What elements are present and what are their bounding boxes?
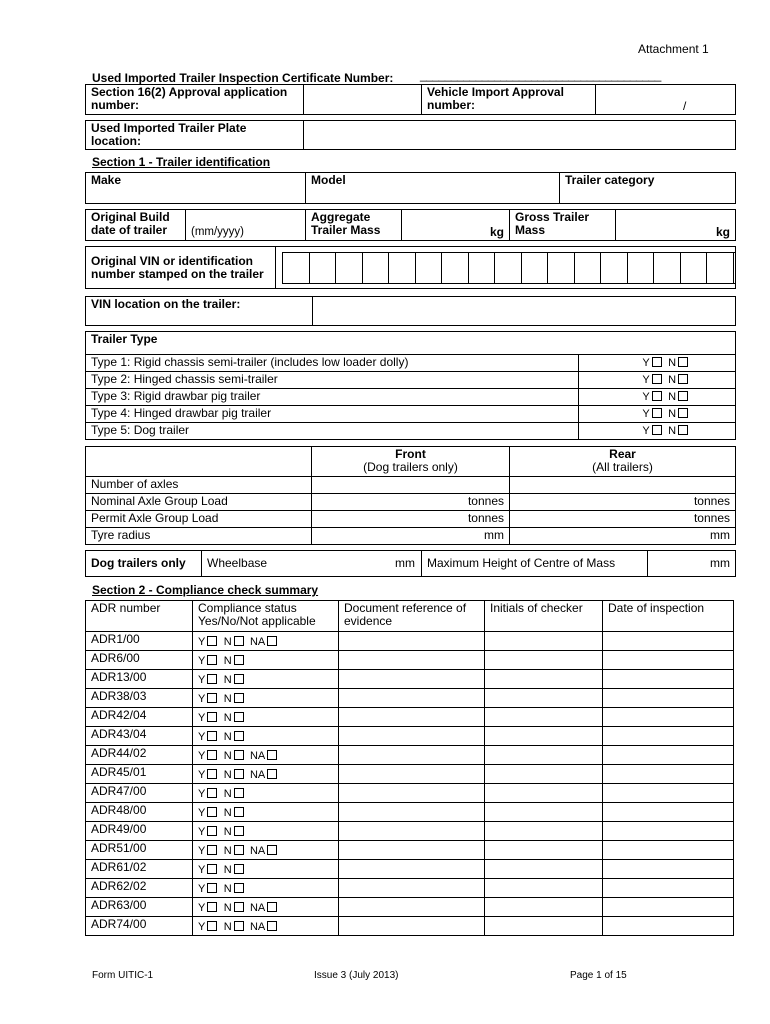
n-label: N xyxy=(223,902,232,914)
trailer-type-4: Type 4: Hinged drawbar pig trailer xyxy=(86,406,579,423)
axle-front-field[interactable]: tonnes xyxy=(312,494,510,511)
no-checkbox[interactable] xyxy=(234,769,244,779)
doc-ref-field[interactable] xyxy=(339,727,485,746)
adr-header: ADR number xyxy=(86,601,193,632)
n-label: N xyxy=(223,750,232,762)
yes-checkbox[interactable] xyxy=(207,655,217,665)
attachment-label: Attachment 1 xyxy=(638,42,709,56)
initials-field[interactable] xyxy=(485,822,603,841)
trailer-type-table xyxy=(85,331,736,440)
status-cell xyxy=(193,879,339,898)
y-label: Y xyxy=(198,674,206,686)
axle-front-field[interactable]: mm xyxy=(312,528,510,545)
y-label: Y xyxy=(642,408,650,420)
compliance-row xyxy=(86,670,734,689)
agg-mass-unit: kg xyxy=(489,225,504,239)
vin-label: Original VIN or identification number stamped on the trailer xyxy=(86,247,276,289)
adr-number: ADR45/01 xyxy=(86,765,193,784)
y-label: Y xyxy=(198,769,206,781)
initials-field[interactable] xyxy=(485,689,603,708)
status-header: Compliance status Yes/No/Not applicable xyxy=(193,601,339,632)
dog-only-label: Dog trailers only xyxy=(86,551,202,577)
no-checkbox[interactable] xyxy=(234,807,244,817)
build-date-field[interactable] xyxy=(186,210,306,241)
rear-subtitle: (All trailers) xyxy=(592,460,653,474)
date-field[interactable] xyxy=(603,765,734,784)
vin-table xyxy=(85,246,736,289)
plate-label: Used Imported Trailer Plate location: xyxy=(86,121,304,150)
doc-ref-field[interactable] xyxy=(339,651,485,670)
n-label: N xyxy=(223,674,232,686)
initials-field[interactable] xyxy=(485,860,603,879)
compliance-row xyxy=(86,898,734,917)
y-label: Y xyxy=(198,921,206,933)
status-cell xyxy=(193,784,339,803)
status-cell xyxy=(193,917,339,936)
trailer-type-5-choice[interactable] xyxy=(579,423,736,440)
yes-checkbox[interactable] xyxy=(207,826,217,836)
compliance-row xyxy=(86,708,734,727)
na-checkbox[interactable] xyxy=(267,921,277,931)
no-checkbox[interactable] xyxy=(234,902,244,912)
compliance-row xyxy=(86,632,734,651)
yes-checkbox[interactable] xyxy=(207,883,217,893)
no-checkbox[interactable] xyxy=(234,655,244,665)
agg-mass-field[interactable] xyxy=(402,210,510,241)
cert-number-field[interactable]: _______________________________________ xyxy=(420,68,661,82)
initials-field[interactable] xyxy=(485,765,603,784)
trailer-type-2-choice[interactable] xyxy=(579,372,736,389)
initials-field[interactable] xyxy=(485,898,603,917)
section2-title: Section 2 - Compliance check summary xyxy=(92,583,319,597)
adr-number: ADR63/00 xyxy=(86,898,193,917)
adr-number: ADR62/02 xyxy=(86,879,193,898)
y-label: Y xyxy=(198,712,206,724)
na-checkbox[interactable] xyxy=(267,902,277,912)
make-field[interactable] xyxy=(86,173,306,204)
axle-corner xyxy=(86,447,312,477)
dog-trailer-table xyxy=(85,550,736,577)
compliance-row xyxy=(86,803,734,822)
initials-field[interactable] xyxy=(485,651,603,670)
na-label: NA xyxy=(249,769,266,781)
status-cell xyxy=(193,860,339,879)
status-cell xyxy=(193,689,339,708)
status-cell xyxy=(193,765,339,784)
na-checkbox[interactable] xyxy=(267,845,277,855)
trailer-type-2: Type 2: Hinged chassis semi-trailer xyxy=(86,372,579,389)
adr-number: ADR42/04 xyxy=(86,708,193,727)
axle-table xyxy=(85,446,736,545)
no-checkbox[interactable] xyxy=(234,883,244,893)
adr-number: ADR74/00 xyxy=(86,917,193,936)
doc-ref-field[interactable] xyxy=(339,860,485,879)
compliance-row xyxy=(86,784,734,803)
yes-checkbox[interactable] xyxy=(207,636,217,646)
date-field[interactable] xyxy=(603,860,734,879)
status-cell xyxy=(193,670,339,689)
doc-ref-field[interactable] xyxy=(339,822,485,841)
vin-field[interactable] xyxy=(276,247,736,289)
y-label: Y xyxy=(642,374,650,386)
cert-number-label: Used Imported Trailer Inspection Certificate Number: xyxy=(92,71,394,85)
height-field[interactable] xyxy=(648,551,736,577)
model-field[interactable] xyxy=(306,173,560,204)
gtm-field[interactable] xyxy=(616,210,736,241)
na-label: NA xyxy=(249,845,266,857)
s16-field[interactable] xyxy=(304,85,422,115)
front-header xyxy=(312,447,510,477)
wheelbase-unit: mm xyxy=(395,556,415,570)
no-checkbox[interactable] xyxy=(234,826,244,836)
axle-row-label: Number of axles xyxy=(86,477,312,494)
date-field[interactable] xyxy=(603,784,734,803)
adr-number: ADR49/00 xyxy=(86,822,193,841)
trailer-type-4-choice[interactable] xyxy=(579,406,736,423)
doc-ref-field[interactable] xyxy=(339,765,485,784)
adr-number: ADR51/00 xyxy=(86,841,193,860)
date-field[interactable] xyxy=(603,689,734,708)
compliance-row xyxy=(86,765,734,784)
build-date-label: Original Build date of trailer xyxy=(86,210,186,241)
y-label: Y xyxy=(198,693,206,705)
n-label: N xyxy=(668,374,677,386)
doc-ref-field[interactable] xyxy=(339,803,485,822)
na-checkbox[interactable] xyxy=(267,636,277,646)
date-field[interactable] xyxy=(603,632,734,651)
yes-checkbox[interactable] xyxy=(207,712,217,722)
no-checkbox[interactable] xyxy=(234,636,244,646)
n-label: N xyxy=(223,883,232,895)
adr-number: ADR47/00 xyxy=(86,784,193,803)
y-label: Y xyxy=(198,845,206,857)
agg-mass-label: Aggregate Trailer Mass xyxy=(306,210,402,241)
date-header: Date of inspection xyxy=(603,601,734,632)
axle-row-label: Tyre radius xyxy=(86,528,312,545)
n-label: N xyxy=(668,391,677,403)
date-field[interactable] xyxy=(603,822,734,841)
y-label: Y xyxy=(642,391,650,403)
no-checkbox[interactable] xyxy=(678,391,688,401)
n-label: N xyxy=(223,636,232,648)
trailer-type-5: Type 5: Dog trailer xyxy=(86,423,579,440)
initials-header: Initials of checker xyxy=(485,601,603,632)
doc-ref-field[interactable] xyxy=(339,898,485,917)
status-cell xyxy=(193,708,339,727)
doc-ref-field[interactable] xyxy=(339,784,485,803)
adr-number: ADR6/00 xyxy=(86,651,193,670)
doc-ref-field[interactable] xyxy=(339,632,485,651)
yes-checkbox[interactable] xyxy=(652,425,662,435)
yes-checkbox[interactable] xyxy=(207,902,217,912)
plate-table xyxy=(85,120,736,150)
no-checkbox[interactable] xyxy=(234,788,244,798)
initials-field[interactable] xyxy=(485,727,603,746)
doc-ref-field[interactable] xyxy=(339,708,485,727)
yes-checkbox[interactable] xyxy=(207,807,217,817)
date-field[interactable] xyxy=(603,917,734,936)
na-label: NA xyxy=(249,750,266,762)
doc-header: Document reference of evidence xyxy=(339,601,485,632)
no-checkbox[interactable] xyxy=(234,693,244,703)
axle-row-label: Nominal Axle Group Load xyxy=(86,494,312,511)
compliance-row xyxy=(86,746,734,765)
no-checkbox[interactable] xyxy=(678,425,688,435)
yes-checkbox[interactable] xyxy=(207,921,217,931)
no-checkbox[interactable] xyxy=(234,731,244,741)
category-field[interactable] xyxy=(560,173,736,204)
doc-ref-field[interactable] xyxy=(339,689,485,708)
yes-checkbox[interactable] xyxy=(207,769,217,779)
height-unit: mm xyxy=(710,556,730,570)
compliance-table xyxy=(85,600,734,936)
status-cell xyxy=(193,746,339,765)
footer-issue: Issue 3 (July 2013) xyxy=(314,970,399,981)
axle-rear-field[interactable]: tonnes xyxy=(510,494,736,511)
compliance-row xyxy=(86,689,734,708)
n-label: N xyxy=(223,693,232,705)
via-separator: / xyxy=(683,99,687,113)
trailer-type-1: Type 1: Rigid chassis semi-trailer (includes low loader dolly) xyxy=(86,355,579,372)
status-cell xyxy=(193,651,339,670)
compliance-row xyxy=(86,727,734,746)
y-label: Y xyxy=(642,425,650,437)
n-label: N xyxy=(668,425,677,437)
initials-field[interactable] xyxy=(485,917,603,936)
adr-number: ADR1/00 xyxy=(86,632,193,651)
yes-checkbox[interactable] xyxy=(652,357,662,367)
vin-location-table xyxy=(85,296,736,326)
yes-checkbox[interactable] xyxy=(652,408,662,418)
n-label: N xyxy=(223,769,232,781)
front-subtitle: (Dog trailers only) xyxy=(363,460,458,474)
build-date-format: (mm/yyyy) xyxy=(191,226,245,238)
no-checkbox[interactable] xyxy=(234,712,244,722)
n-label: N xyxy=(223,712,232,724)
rear-title: Rear xyxy=(609,447,636,461)
axle-front-field[interactable]: tonnes xyxy=(312,511,510,528)
wheelbase-label: Wheelbase xyxy=(207,556,268,570)
trailer-type-3: Type 3: Rigid drawbar pig trailer xyxy=(86,389,579,406)
n-label: N xyxy=(223,826,232,838)
gtm-unit: kg xyxy=(715,225,730,239)
wheelbase-field[interactable] xyxy=(202,551,422,577)
date-field[interactable] xyxy=(603,841,734,860)
section1-title: Section 1 - Trailer identification xyxy=(92,155,271,169)
height-label: Maximum Height of Centre of Mass xyxy=(422,551,648,577)
date-field[interactable] xyxy=(603,898,734,917)
no-checkbox[interactable] xyxy=(678,357,688,367)
axle-row-label: Permit Axle Group Load xyxy=(86,511,312,528)
compliance-row xyxy=(86,822,734,841)
y-label: Y xyxy=(198,826,206,838)
n-label: N xyxy=(223,921,232,933)
n-label: N xyxy=(223,655,232,667)
yes-checkbox[interactable] xyxy=(207,731,217,741)
s16-label: Section 16(2) Approval application number: xyxy=(86,85,304,115)
y-label: Y xyxy=(198,636,206,648)
yes-checkbox[interactable] xyxy=(207,788,217,798)
y-label: Y xyxy=(198,655,206,667)
doc-ref-field[interactable] xyxy=(339,746,485,765)
make-label: Make xyxy=(91,173,122,187)
axle-rear-field[interactable]: mm xyxy=(510,528,736,545)
n-label: N xyxy=(223,864,232,876)
no-checkbox[interactable] xyxy=(234,674,244,684)
front-title: Front xyxy=(395,447,426,461)
yes-checkbox[interactable] xyxy=(207,693,217,703)
compliance-row xyxy=(86,841,734,860)
n-label: N xyxy=(223,807,232,819)
date-field[interactable] xyxy=(603,708,734,727)
no-checkbox[interactable] xyxy=(234,864,244,874)
no-checkbox[interactable] xyxy=(678,374,688,384)
y-label: Y xyxy=(198,864,206,876)
y-label: Y xyxy=(198,883,206,895)
adr-number: ADR61/02 xyxy=(86,860,193,879)
doc-ref-field[interactable] xyxy=(339,879,485,898)
no-checkbox[interactable] xyxy=(234,921,244,931)
vin-location-label: VIN location on the trailer: xyxy=(86,297,313,326)
doc-ref-field[interactable] xyxy=(339,917,485,936)
no-checkbox[interactable] xyxy=(234,845,244,855)
axle-front-field[interactable] xyxy=(312,477,510,494)
status-cell xyxy=(193,727,339,746)
vin-location-field[interactable] xyxy=(313,297,736,326)
status-cell xyxy=(193,822,339,841)
mass-table xyxy=(85,209,736,241)
no-checkbox[interactable] xyxy=(678,408,688,418)
date-field[interactable] xyxy=(603,879,734,898)
yes-checkbox[interactable] xyxy=(207,750,217,760)
yes-checkbox[interactable] xyxy=(652,391,662,401)
date-field[interactable] xyxy=(603,651,734,670)
trailer-type-3-choice[interactable] xyxy=(579,389,736,406)
axle-rear-field[interactable]: tonnes xyxy=(510,511,736,528)
y-label: Y xyxy=(642,357,650,369)
doc-ref-field[interactable] xyxy=(339,670,485,689)
y-label: Y xyxy=(198,750,206,762)
na-checkbox[interactable] xyxy=(267,750,277,760)
trailer-type-title: Trailer Type xyxy=(86,332,736,355)
plate-field[interactable] xyxy=(304,121,736,150)
footer-form: Form UITIC-1 xyxy=(92,970,154,981)
status-cell xyxy=(193,841,339,860)
initials-field[interactable] xyxy=(485,784,603,803)
adr-number: ADR13/00 xyxy=(86,670,193,689)
y-label: Y xyxy=(198,788,206,800)
initials-field[interactable] xyxy=(485,803,603,822)
initials-field[interactable] xyxy=(485,708,603,727)
footer-page: Page 1 of 15 xyxy=(570,970,627,981)
yes-checkbox[interactable] xyxy=(207,845,217,855)
y-label: Y xyxy=(198,807,206,819)
n-label: N xyxy=(223,845,232,857)
na-label: NA xyxy=(249,636,266,648)
initials-field[interactable] xyxy=(485,746,603,765)
via-label: Vehicle Import Approval number: xyxy=(422,85,596,115)
no-checkbox[interactable] xyxy=(234,750,244,760)
adr-number: ADR44/02 xyxy=(86,746,193,765)
n-label: N xyxy=(668,357,677,369)
status-cell xyxy=(193,898,339,917)
initials-field[interactable] xyxy=(485,841,603,860)
y-label: Y xyxy=(198,902,206,914)
date-field[interactable] xyxy=(603,670,734,689)
date-field[interactable] xyxy=(603,746,734,765)
initials-field[interactable] xyxy=(485,879,603,898)
adr-number: ADR38/03 xyxy=(86,689,193,708)
doc-ref-field[interactable] xyxy=(339,841,485,860)
compliance-row xyxy=(86,917,734,936)
compliance-row xyxy=(86,860,734,879)
n-label: N xyxy=(668,408,677,420)
rear-header xyxy=(510,447,736,477)
approval-table xyxy=(85,84,736,115)
n-label: N xyxy=(223,788,232,800)
date-field[interactable] xyxy=(603,803,734,822)
initials-field[interactable] xyxy=(485,632,603,651)
axle-rear-field[interactable] xyxy=(510,477,736,494)
y-label: Y xyxy=(198,731,206,743)
yes-checkbox[interactable] xyxy=(207,674,217,684)
yes-checkbox[interactable] xyxy=(652,374,662,384)
status-cell xyxy=(193,803,339,822)
adr-number: ADR48/00 xyxy=(86,803,193,822)
na-label: NA xyxy=(249,921,266,933)
make-model-table xyxy=(85,172,736,204)
na-checkbox[interactable] xyxy=(267,769,277,779)
vin-character-boxes[interactable] xyxy=(282,252,736,284)
status-cell xyxy=(193,632,339,651)
initials-field[interactable] xyxy=(485,670,603,689)
category-label: Trailer category xyxy=(565,173,655,187)
na-label: NA xyxy=(249,902,266,914)
model-label: Model xyxy=(311,173,346,187)
via-field[interactable] xyxy=(596,85,736,115)
compliance-row xyxy=(86,879,734,898)
date-field[interactable] xyxy=(603,727,734,746)
compliance-row xyxy=(86,651,734,670)
n-label: N xyxy=(223,731,232,743)
adr-number: ADR43/04 xyxy=(86,727,193,746)
yes-checkbox[interactable] xyxy=(207,864,217,874)
gtm-label: Gross Trailer Mass xyxy=(510,210,616,241)
trailer-type-1-choice[interactable] xyxy=(579,355,736,372)
